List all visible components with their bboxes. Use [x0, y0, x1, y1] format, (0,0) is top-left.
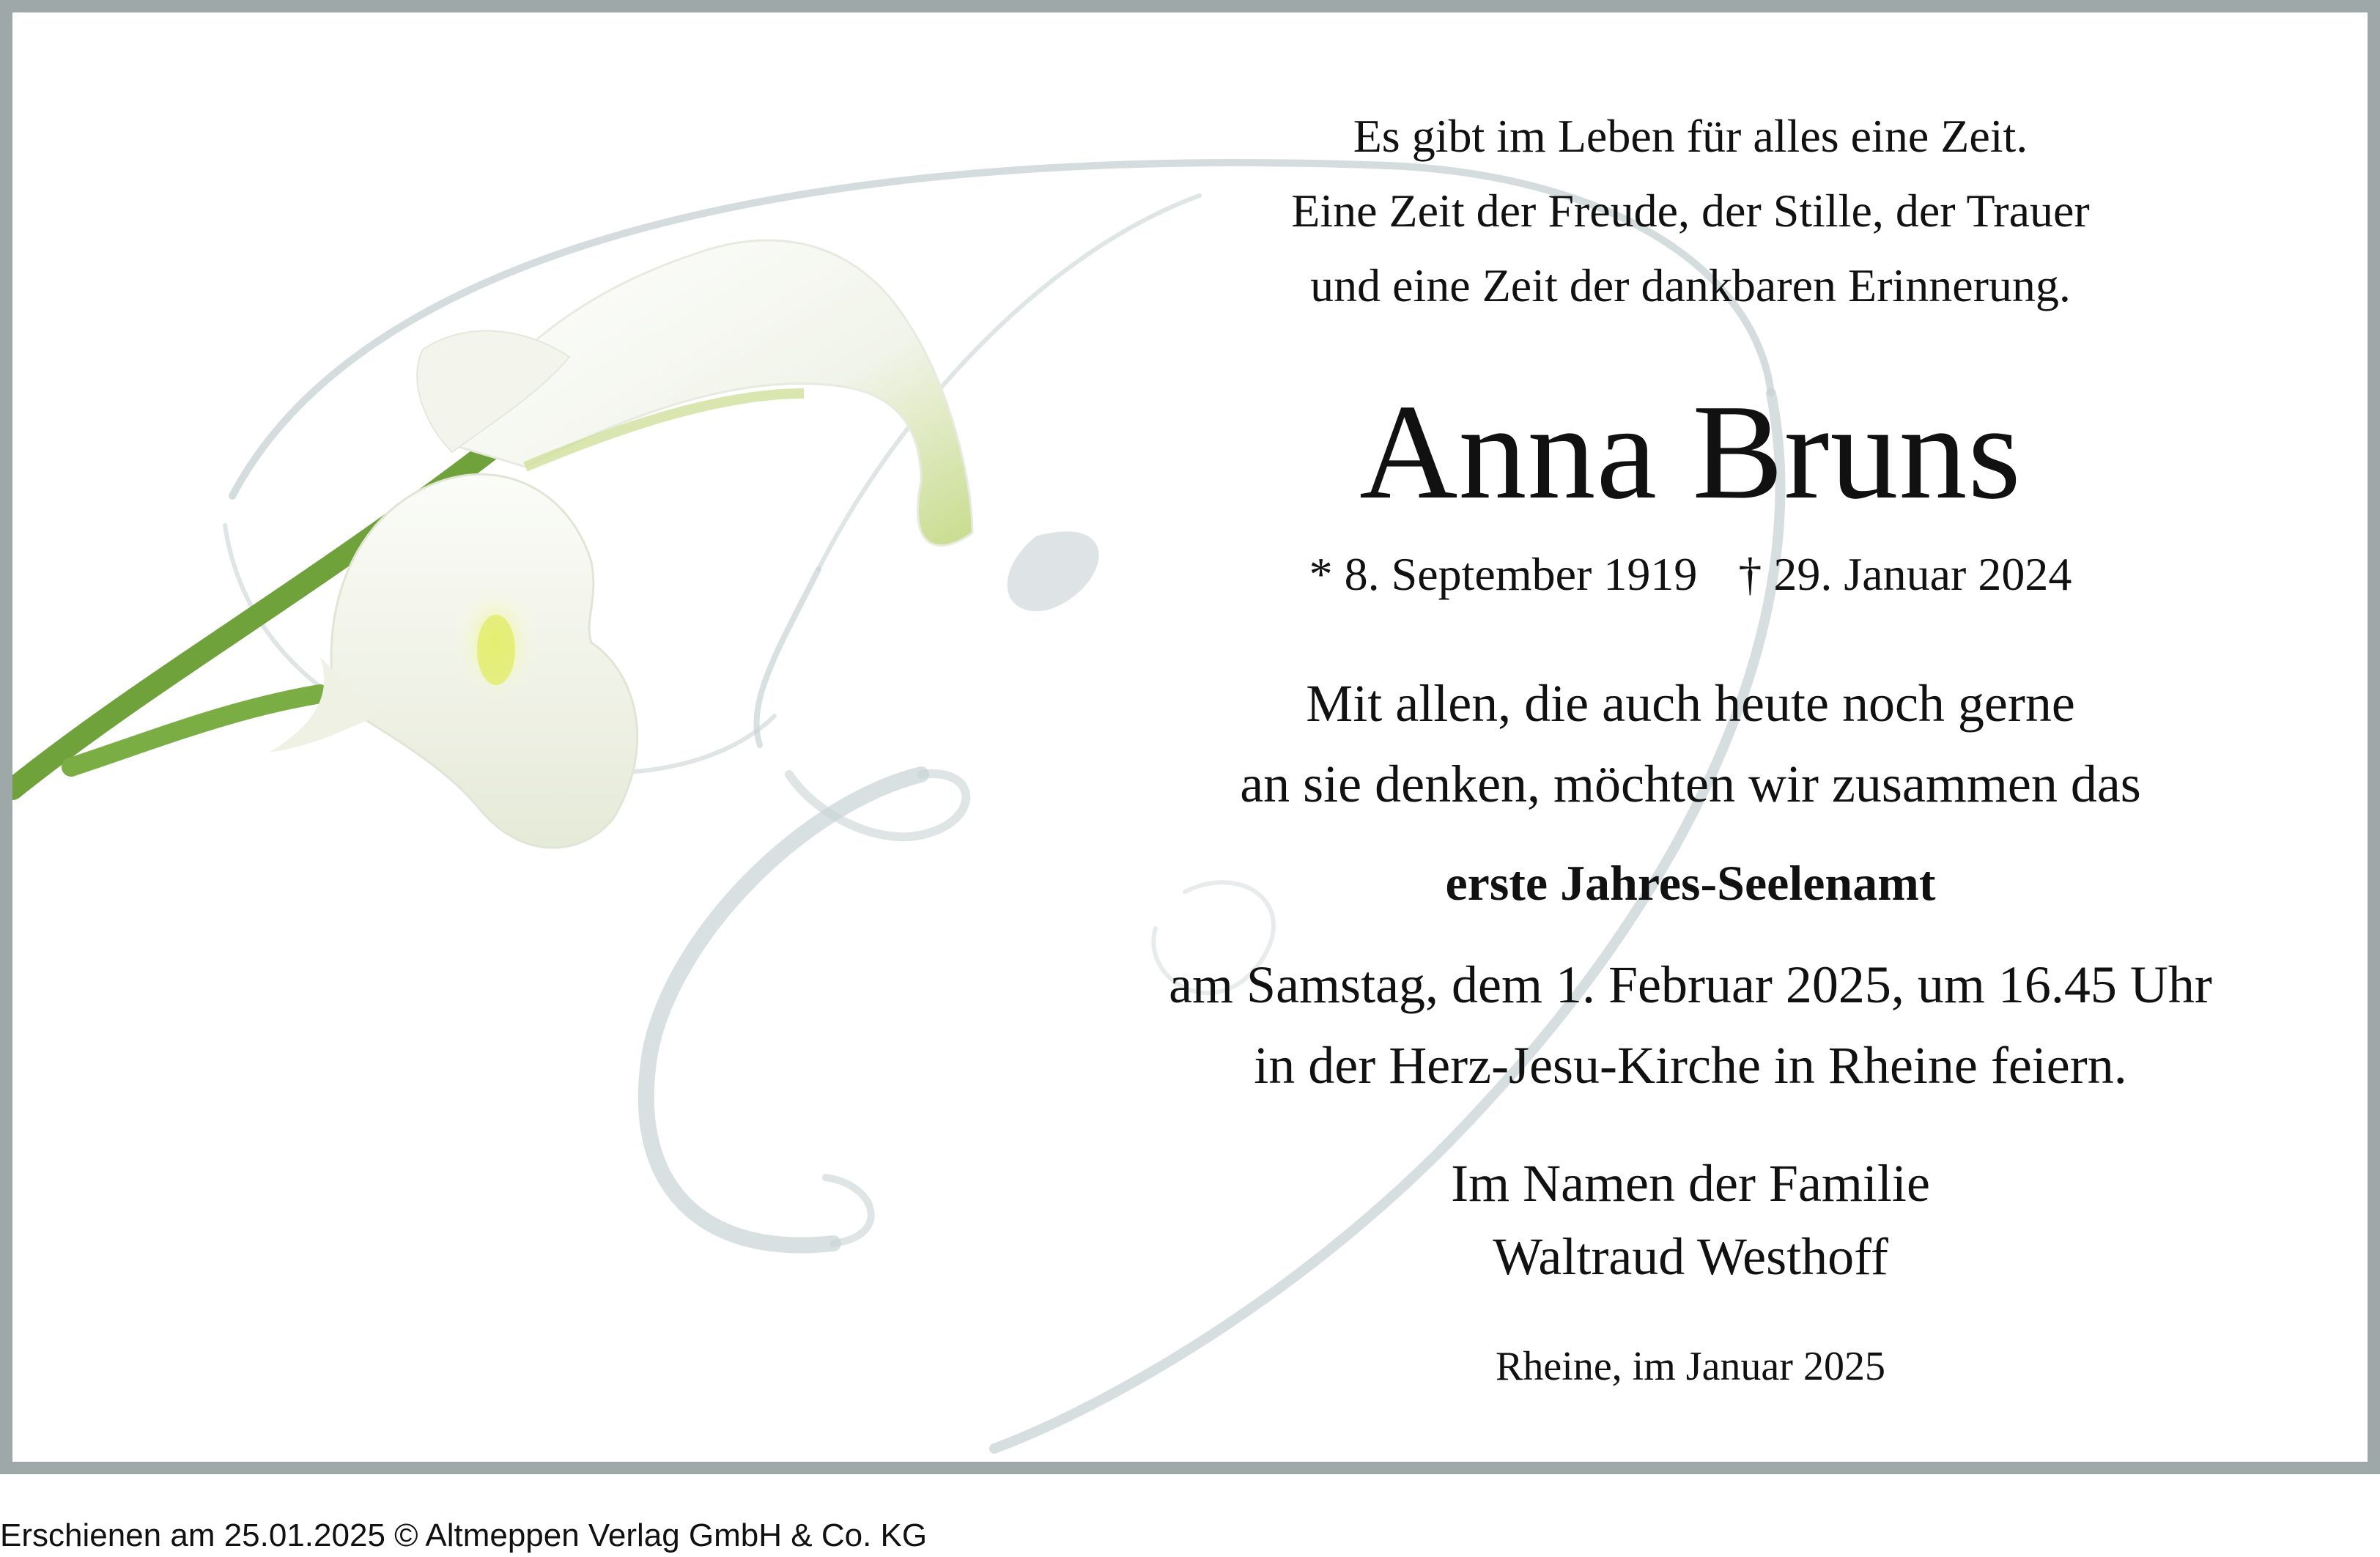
opening-verse — [1024, 99, 2357, 323]
invitation-line: an sie denken, möchten wir zusammen das — [1240, 755, 2141, 813]
event-location-line: in der Herz-Jesu-Kirche in Rheine feiern. — [1254, 1036, 2127, 1095]
verse-line: Es gibt im Leben für alles eine Zeit. — [1353, 110, 2028, 162]
deceased-name: Anna Bruns — [1359, 377, 2022, 528]
publication-footer: Erschienen am 25.01.2025 © Altmeppen Verlag GmbH & Co. KG — [0, 1517, 928, 1553]
invitation-line: Mit allen, die auch heute noch gerne — [1306, 674, 2075, 733]
verse-line: Eine Zeit der Freude, der Stille, der Trauer — [1291, 185, 2090, 237]
birth-date: * 8. September 1919 — [1309, 548, 1698, 600]
calla-bloom-lower — [269, 474, 638, 848]
event-title: erste Jahres-Seelenamt — [1445, 855, 1936, 911]
life-dates — [1024, 541, 2357, 607]
family-line: Im Namen der Familie — [1451, 1154, 1930, 1213]
verse-line: und eine Zeit der dankbaren Erinnerung. — [1310, 259, 2071, 311]
event-date-line: am Samstag, dem 1. Februar 2025, um 16.45 Uhr — [1169, 955, 2212, 1014]
death-date: † 29. Januar 2024 — [1738, 548, 2072, 600]
family-signature — [1024, 1147, 2357, 1293]
place-date: Rheine, im Januar 2025 — [1496, 1344, 1885, 1389]
family-signer: Waltraud Westhoff — [1493, 1227, 1888, 1286]
invitation-text — [1024, 663, 2357, 824]
event-details — [1024, 944, 2357, 1106]
